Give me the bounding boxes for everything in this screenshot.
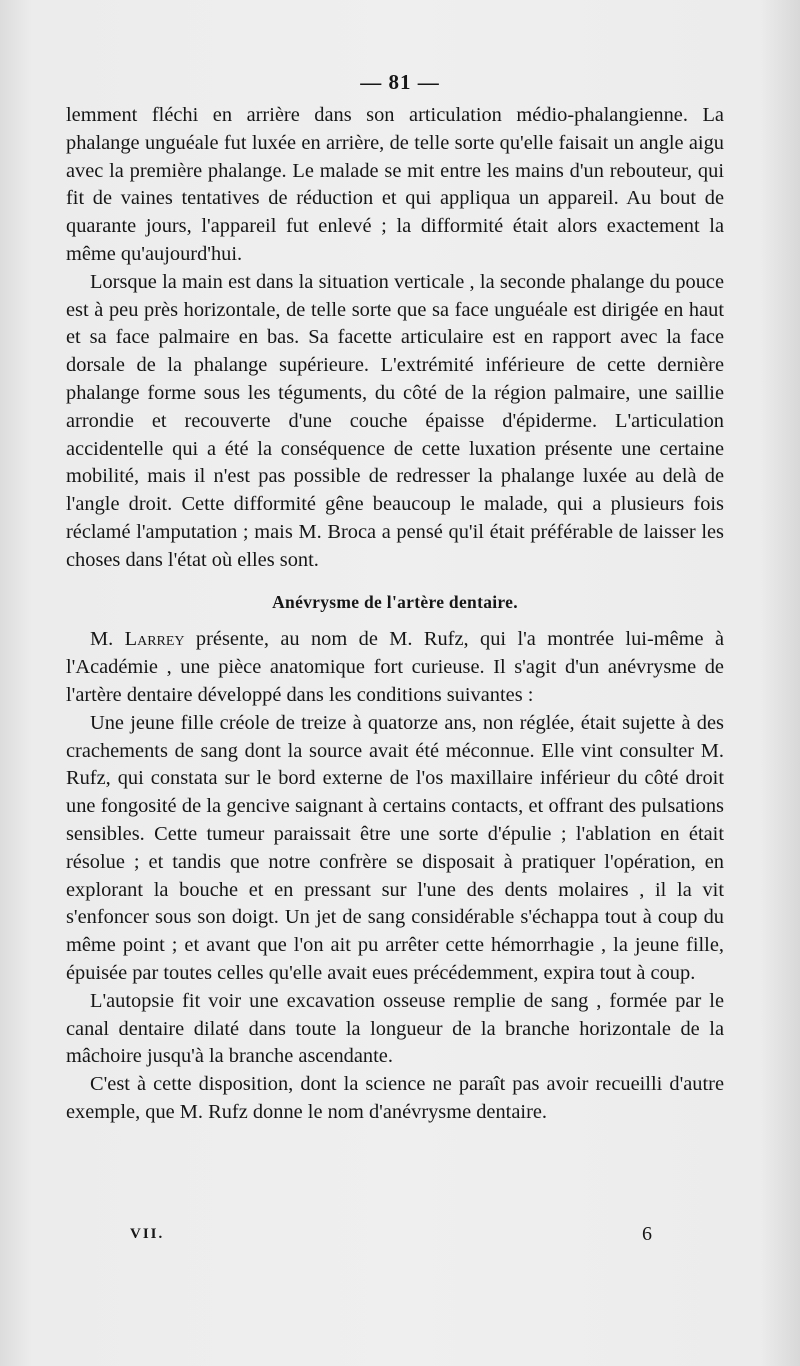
intro-prefix: M. [90,628,125,651]
body-text [66,102,724,1127]
paragraph: Lorsque la main est dans la situation verticale , la seconde phalange du pouce est à peu près horizontale, de telle sorte que sa face unguéale est dirigée en haut et sa face palmaire en bas. Sa facette articulaire est en rapport avec la face dorsale de la phalange supérieure. L'extrémité inférieure de cette dernière phalange forme sous les téguments, du côté de la région palmaire, une saillie arrondie et recouverte d'une couche épaisse d'épiderme. L'articulation accidentelle qui a été la conséquence de cette luxation présente une certaine mobilité, mais il n'est pas possible de redresser la phalange luxée au delà de l'angle droit. Cette difformité gêne beaucoup le malade, qui a plusieurs fois réclamé l'amputation ; mais M. Broca a pensé qu'il était préférable de laisser les choses dans l'état où elles sont. [66,270,724,571]
paragraph: C'est à cette disposition, dont la science ne paraît pas avoir recueilli d'autre exemple, que M. Rufz donne le nom d'anévrysme dentaire. [66,1073,724,1123]
paragraph: Une jeune fille créole de treize à quatorze ans, non réglée, était sujette à des crachements de sang dont la source avait été méconnue. Elle vint consulter M. Rufz, qui constata sur le bord externe de l'os maxillaire inférieur du côté droit une fongosité de la gencive saignant à certains contacts, et offrant des pulsations sensibles. Cette tumeur paraissait être une sorte d'épulie ; l'ablation en était résolue ; et tandis que notre confrère se disposait à pratiquer l'opération, en explorant la bouche et en pressant sur l'une des dents molaires , il la vit s'enfoncer sous son doigt. Un jet de sang considérable s'échappa tout à coup du même point ; et avant que l'on ait pu arrêter cette hémorrhagie , la jeune fille, épuisée par toutes celles qu'elle avait eues précédemment, expira tout à coup. [66,711,724,984]
author-name: Larrey [124,628,185,651]
paragraph: L'autopsie fit voir une excavation osseuse remplie de sang , formée par le canal dentaire dilaté dans toute la longueur de la branche horizontale de la mâchoire jusqu'à la branche ascendante. [66,989,724,1068]
section-intro [66,626,724,709]
intro-rest: présente, au nom de M. Rufz, qui l'a montrée lui-même à l'Académie , une pièce anatomique fort curieuse. Il s'agit d'un anévrysme de l'artère dentaire développé dans les conditions suivantes : [66,628,725,706]
page-number: — 81 — [360,70,440,94]
sheet-signature: 6 [642,1223,652,1245]
paragraph-continuation: lemment fléchi en arrière dans son articulation médio-phalangienne. La phalange unguéale fut luxée en arrière, de telle sorte qu'elle faisait un angle aigu avec la première phalange. Le malade se mit entre les mains d'un rebouteur, qui fit de vaines tentatives de réduction et qui appliqua un appareil. Au bout de quarante jours, l'appareil fut enlevé ; la difformité était alors exactement la même qu'aujourd'hui. [66,104,724,265]
section-heading: Anévrysme de l'artère dentaire. [272,591,518,612]
volume-signature: VII. [130,1226,165,1242]
